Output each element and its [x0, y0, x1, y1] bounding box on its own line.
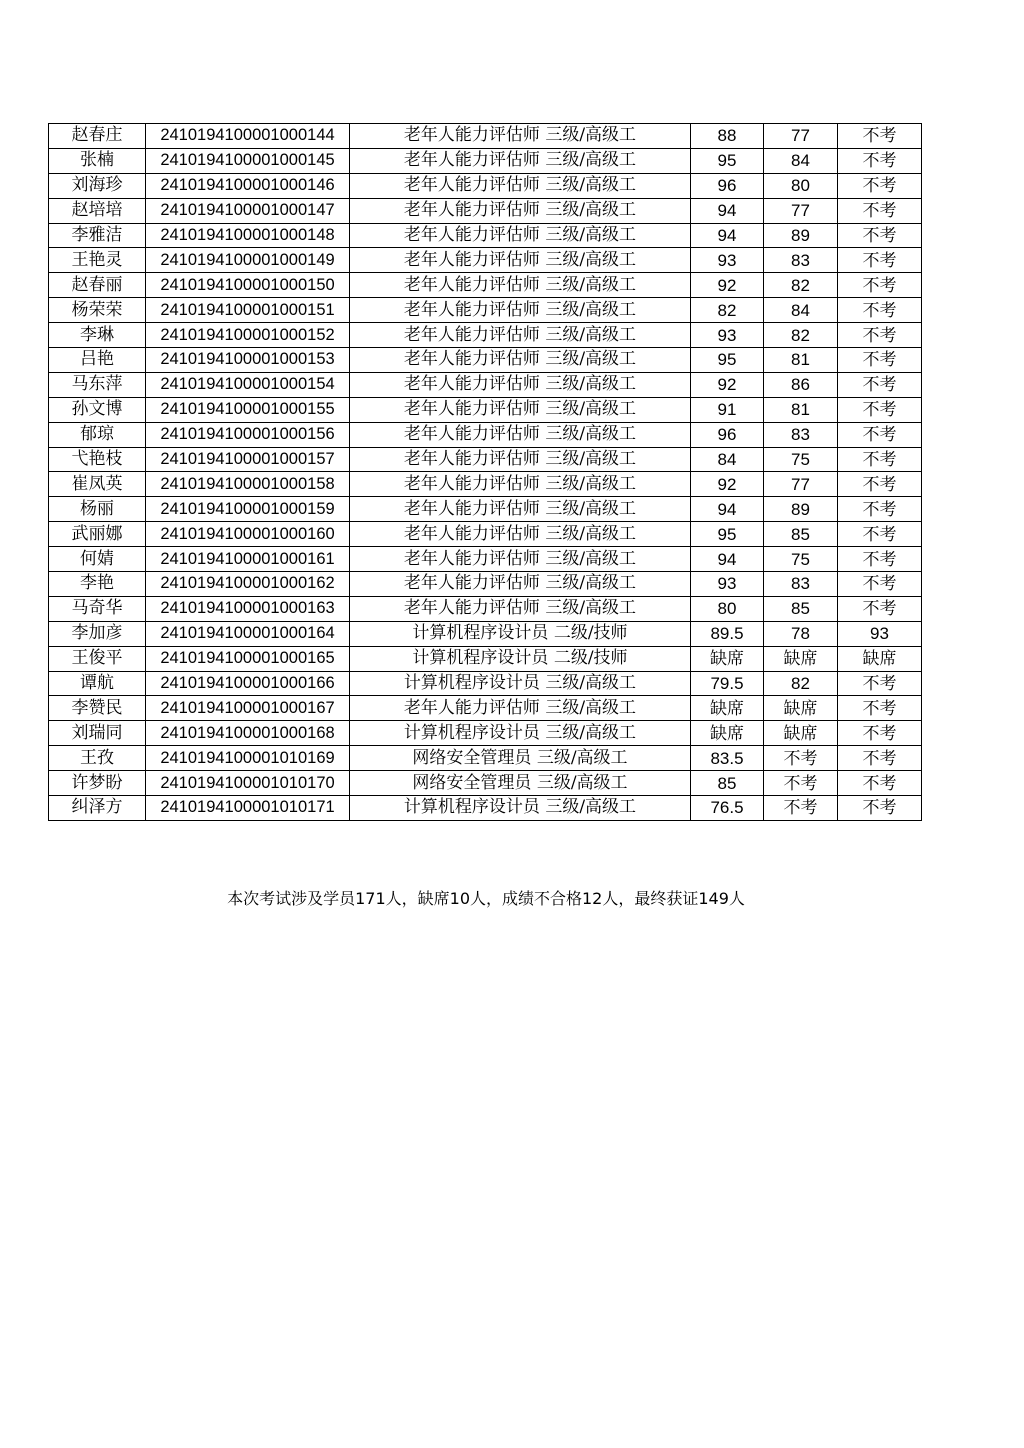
cell-occupation: 老年人能力评估师 三级/高级工	[350, 596, 691, 621]
cell-occupation: 老年人能力评估师 三级/高级工	[350, 372, 691, 397]
cell-score-3: 不考	[838, 248, 922, 273]
cell-score-2: 86	[764, 372, 838, 397]
cell-score-2: 83	[764, 422, 838, 447]
results-table	[48, 123, 922, 821]
cell-name: 李艳	[49, 572, 146, 597]
cell-score-1: 88	[691, 124, 764, 149]
cell-name: 王艳灵	[49, 248, 146, 273]
cell-score-1: 95	[691, 148, 764, 173]
table-row	[49, 746, 922, 771]
cell-candidate-id: 2410194100001000163	[146, 596, 350, 621]
cell-score-2: 85	[764, 596, 838, 621]
cell-score-2: 82	[764, 671, 838, 696]
cell-score-2: 78	[764, 621, 838, 646]
cell-candidate-id: 2410194100001000148	[146, 223, 350, 248]
cell-score-3: 不考	[838, 422, 922, 447]
cell-score-3: 不考	[838, 671, 922, 696]
cell-candidate-id: 2410194100001000167	[146, 696, 350, 721]
cell-candidate-id: 2410194100001000165	[146, 646, 350, 671]
cell-candidate-id: 2410194100001000152	[146, 323, 350, 348]
cell-score-3: 不考	[838, 596, 922, 621]
cell-occupation: 老年人能力评估师 三级/高级工	[350, 124, 691, 149]
cell-name: 杨丽	[49, 497, 146, 522]
cell-occupation: 老年人能力评估师 三级/高级工	[350, 447, 691, 472]
cell-name: 王俊平	[49, 646, 146, 671]
cell-score-2: 77	[764, 198, 838, 223]
cell-candidate-id: 2410194100001000161	[146, 547, 350, 572]
cell-name: 杨荣荣	[49, 298, 146, 323]
cell-candidate-id: 2410194100001000153	[146, 348, 350, 373]
cell-name: 赵培培	[49, 198, 146, 223]
cell-candidate-id: 2410194100001000151	[146, 298, 350, 323]
table-row	[49, 198, 922, 223]
cell-candidate-id: 2410194100001010171	[146, 796, 350, 821]
cell-score-1: 94	[691, 497, 764, 522]
cell-score-1: 96	[691, 173, 764, 198]
cell-score-1: 92	[691, 372, 764, 397]
cell-score-1: 84	[691, 447, 764, 472]
cell-score-1: 92	[691, 273, 764, 298]
cell-name: 李赞民	[49, 696, 146, 721]
cell-name: 谭航	[49, 671, 146, 696]
cell-candidate-id: 2410194100001000160	[146, 522, 350, 547]
cell-candidate-id: 2410194100001010170	[146, 771, 350, 796]
cell-candidate-id: 2410194100001000158	[146, 472, 350, 497]
cell-score-3: 缺席	[838, 646, 922, 671]
cell-score-1: 缺席	[691, 721, 764, 746]
cell-score-2: 81	[764, 397, 838, 422]
cell-name: 王孜	[49, 746, 146, 771]
cell-score-3: 不考	[838, 497, 922, 522]
cell-candidate-id: 2410194100001000166	[146, 671, 350, 696]
table-row	[49, 148, 922, 173]
cell-score-2: 75	[764, 547, 838, 572]
cell-name: 吕艳	[49, 348, 146, 373]
cell-name: 李雅洁	[49, 223, 146, 248]
cell-score-2: 不考	[764, 746, 838, 771]
cell-score-3: 不考	[838, 696, 922, 721]
cell-score-3: 不考	[838, 771, 922, 796]
cell-score-2: 缺席	[764, 696, 838, 721]
cell-name: 马奇华	[49, 596, 146, 621]
cell-name: 赵春丽	[49, 273, 146, 298]
cell-occupation: 计算机程序设计员 二级/技师	[350, 646, 691, 671]
cell-occupation: 老年人能力评估师 三级/高级工	[350, 572, 691, 597]
cell-score-1: 缺席	[691, 696, 764, 721]
cell-candidate-id: 2410194100001000147	[146, 198, 350, 223]
cell-name: 赵春庄	[49, 124, 146, 149]
table-row	[49, 671, 922, 696]
cell-score-3: 不考	[838, 547, 922, 572]
cell-score-2: 83	[764, 572, 838, 597]
table-row	[49, 796, 922, 821]
cell-occupation: 网络安全管理员 三级/高级工	[350, 746, 691, 771]
cell-candidate-id: 2410194100001000164	[146, 621, 350, 646]
cell-score-2: 81	[764, 348, 838, 373]
cell-candidate-id: 2410194100001010169	[146, 746, 350, 771]
cell-score-1: 93	[691, 572, 764, 597]
table-row	[49, 248, 922, 273]
table-row	[49, 447, 922, 472]
cell-score-1: 91	[691, 397, 764, 422]
cell-score-1: 94	[691, 547, 764, 572]
cell-score-3: 93	[838, 621, 922, 646]
cell-score-3: 不考	[838, 273, 922, 298]
cell-candidate-id: 2410194100001000150	[146, 273, 350, 298]
cell-occupation: 老年人能力评估师 三级/高级工	[350, 497, 691, 522]
cell-name: 李琳	[49, 323, 146, 348]
cell-score-2: 80	[764, 173, 838, 198]
cell-score-1: 96	[691, 422, 764, 447]
cell-name: 何婧	[49, 547, 146, 572]
cell-candidate-id: 2410194100001000159	[146, 497, 350, 522]
cell-score-3: 不考	[838, 323, 922, 348]
cell-name: 马东萍	[49, 372, 146, 397]
cell-occupation: 老年人能力评估师 三级/高级工	[350, 397, 691, 422]
cell-occupation: 老年人能力评估师 三级/高级工	[350, 198, 691, 223]
table-row	[49, 547, 922, 572]
cell-score-3: 不考	[838, 148, 922, 173]
cell-occupation: 老年人能力评估师 三级/高级工	[350, 298, 691, 323]
cell-score-1: 89.5	[691, 621, 764, 646]
cell-score-1: 93	[691, 323, 764, 348]
cell-candidate-id: 2410194100001000157	[146, 447, 350, 472]
table-row	[49, 348, 922, 373]
cell-score-2: 不考	[764, 796, 838, 821]
cell-candidate-id: 2410194100001000144	[146, 124, 350, 149]
cell-score-2: 75	[764, 447, 838, 472]
cell-occupation: 老年人能力评估师 三级/高级工	[350, 173, 691, 198]
cell-score-2: 缺席	[764, 721, 838, 746]
cell-score-3: 不考	[838, 746, 922, 771]
cell-score-3: 不考	[838, 572, 922, 597]
cell-score-3: 不考	[838, 198, 922, 223]
cell-candidate-id: 2410194100001000168	[146, 721, 350, 746]
cell-candidate-id: 2410194100001000155	[146, 397, 350, 422]
cell-name: 纠泽方	[49, 796, 146, 821]
cell-score-1: 94	[691, 223, 764, 248]
cell-score-1: 95	[691, 348, 764, 373]
cell-candidate-id: 2410194100001000149	[146, 248, 350, 273]
table-row	[49, 596, 922, 621]
table-row	[49, 771, 922, 796]
cell-score-1: 缺席	[691, 646, 764, 671]
summary-text: 本次考试涉及学员171人，缺席10人，成绩不合格12人，最终获证149人	[227, 889, 745, 908]
cell-name: 张楠	[49, 148, 146, 173]
cell-score-3: 不考	[838, 796, 922, 821]
cell-name: 武丽娜	[49, 522, 146, 547]
cell-score-2: 89	[764, 223, 838, 248]
cell-candidate-id: 2410194100001000146	[146, 173, 350, 198]
table-row	[49, 223, 922, 248]
cell-score-3: 不考	[838, 472, 922, 497]
table-row	[49, 497, 922, 522]
cell-score-2: 77	[764, 472, 838, 497]
table-row	[49, 273, 922, 298]
cell-occupation: 老年人能力评估师 三级/高级工	[350, 273, 691, 298]
table-row	[49, 472, 922, 497]
cell-score-2: 77	[764, 124, 838, 149]
cell-occupation: 计算机程序设计员 三级/高级工	[350, 671, 691, 696]
cell-score-2: 83	[764, 248, 838, 273]
results-table-body	[49, 124, 922, 821]
cell-occupation: 老年人能力评估师 三级/高级工	[350, 696, 691, 721]
table-row	[49, 721, 922, 746]
cell-candidate-id: 2410194100001000156	[146, 422, 350, 447]
cell-candidate-id: 2410194100001000154	[146, 372, 350, 397]
cell-occupation: 老年人能力评估师 三级/高级工	[350, 522, 691, 547]
cell-occupation: 老年人能力评估师 三级/高级工	[350, 148, 691, 173]
cell-score-1: 76.5	[691, 796, 764, 821]
cell-score-2: 缺席	[764, 646, 838, 671]
cell-score-1: 83.5	[691, 746, 764, 771]
cell-score-2: 82	[764, 273, 838, 298]
cell-name: 弋艳枝	[49, 447, 146, 472]
cell-score-3: 不考	[838, 372, 922, 397]
cell-score-2: 不考	[764, 771, 838, 796]
table-row	[49, 298, 922, 323]
cell-occupation: 老年人能力评估师 三级/高级工	[350, 472, 691, 497]
cell-score-2: 84	[764, 298, 838, 323]
cell-name: 孙文博	[49, 397, 146, 422]
cell-occupation: 计算机程序设计员 三级/高级工	[350, 721, 691, 746]
table-row	[49, 422, 922, 447]
table-row	[49, 397, 922, 422]
cell-occupation: 老年人能力评估师 三级/高级工	[350, 248, 691, 273]
cell-occupation: 老年人能力评估师 三级/高级工	[350, 422, 691, 447]
cell-score-2: 82	[764, 323, 838, 348]
cell-score-3: 不考	[838, 173, 922, 198]
cell-occupation: 老年人能力评估师 三级/高级工	[350, 223, 691, 248]
cell-score-3: 不考	[838, 348, 922, 373]
cell-name: 许梦盼	[49, 771, 146, 796]
cell-name: 刘海珍	[49, 173, 146, 198]
cell-score-3: 不考	[838, 447, 922, 472]
table-row	[49, 621, 922, 646]
cell-candidate-id: 2410194100001000145	[146, 148, 350, 173]
table-row	[49, 173, 922, 198]
cell-score-3: 不考	[838, 522, 922, 547]
cell-occupation: 老年人能力评估师 三级/高级工	[350, 547, 691, 572]
cell-score-1: 94	[691, 198, 764, 223]
cell-occupation: 老年人能力评估师 三级/高级工	[350, 323, 691, 348]
table-row	[49, 323, 922, 348]
table-row	[49, 372, 922, 397]
cell-score-3: 不考	[838, 721, 922, 746]
cell-name: 刘瑞同	[49, 721, 146, 746]
cell-name: 郁琼	[49, 422, 146, 447]
cell-name: 崔凤英	[49, 472, 146, 497]
cell-score-1: 85	[691, 771, 764, 796]
cell-occupation: 计算机程序设计员 二级/技师	[350, 621, 691, 646]
cell-score-3: 不考	[838, 124, 922, 149]
cell-score-3: 不考	[838, 397, 922, 422]
table-row	[49, 522, 922, 547]
cell-score-2: 89	[764, 497, 838, 522]
cell-candidate-id: 2410194100001000162	[146, 572, 350, 597]
cell-score-1: 95	[691, 522, 764, 547]
cell-occupation: 计算机程序设计员 三级/高级工	[350, 796, 691, 821]
cell-score-1: 92	[691, 472, 764, 497]
cell-occupation: 老年人能力评估师 三级/高级工	[350, 348, 691, 373]
table-row	[49, 696, 922, 721]
cell-score-1: 79.5	[691, 671, 764, 696]
cell-score-1: 82	[691, 298, 764, 323]
table-row	[49, 572, 922, 597]
cell-name: 李加彦	[49, 621, 146, 646]
cell-score-2: 85	[764, 522, 838, 547]
table-row	[49, 646, 922, 671]
cell-score-1: 93	[691, 248, 764, 273]
table-row	[49, 124, 922, 149]
cell-score-3: 不考	[838, 223, 922, 248]
cell-score-3: 不考	[838, 298, 922, 323]
cell-occupation: 网络安全管理员 三级/高级工	[350, 771, 691, 796]
cell-score-1: 80	[691, 596, 764, 621]
cell-score-2: 84	[764, 148, 838, 173]
